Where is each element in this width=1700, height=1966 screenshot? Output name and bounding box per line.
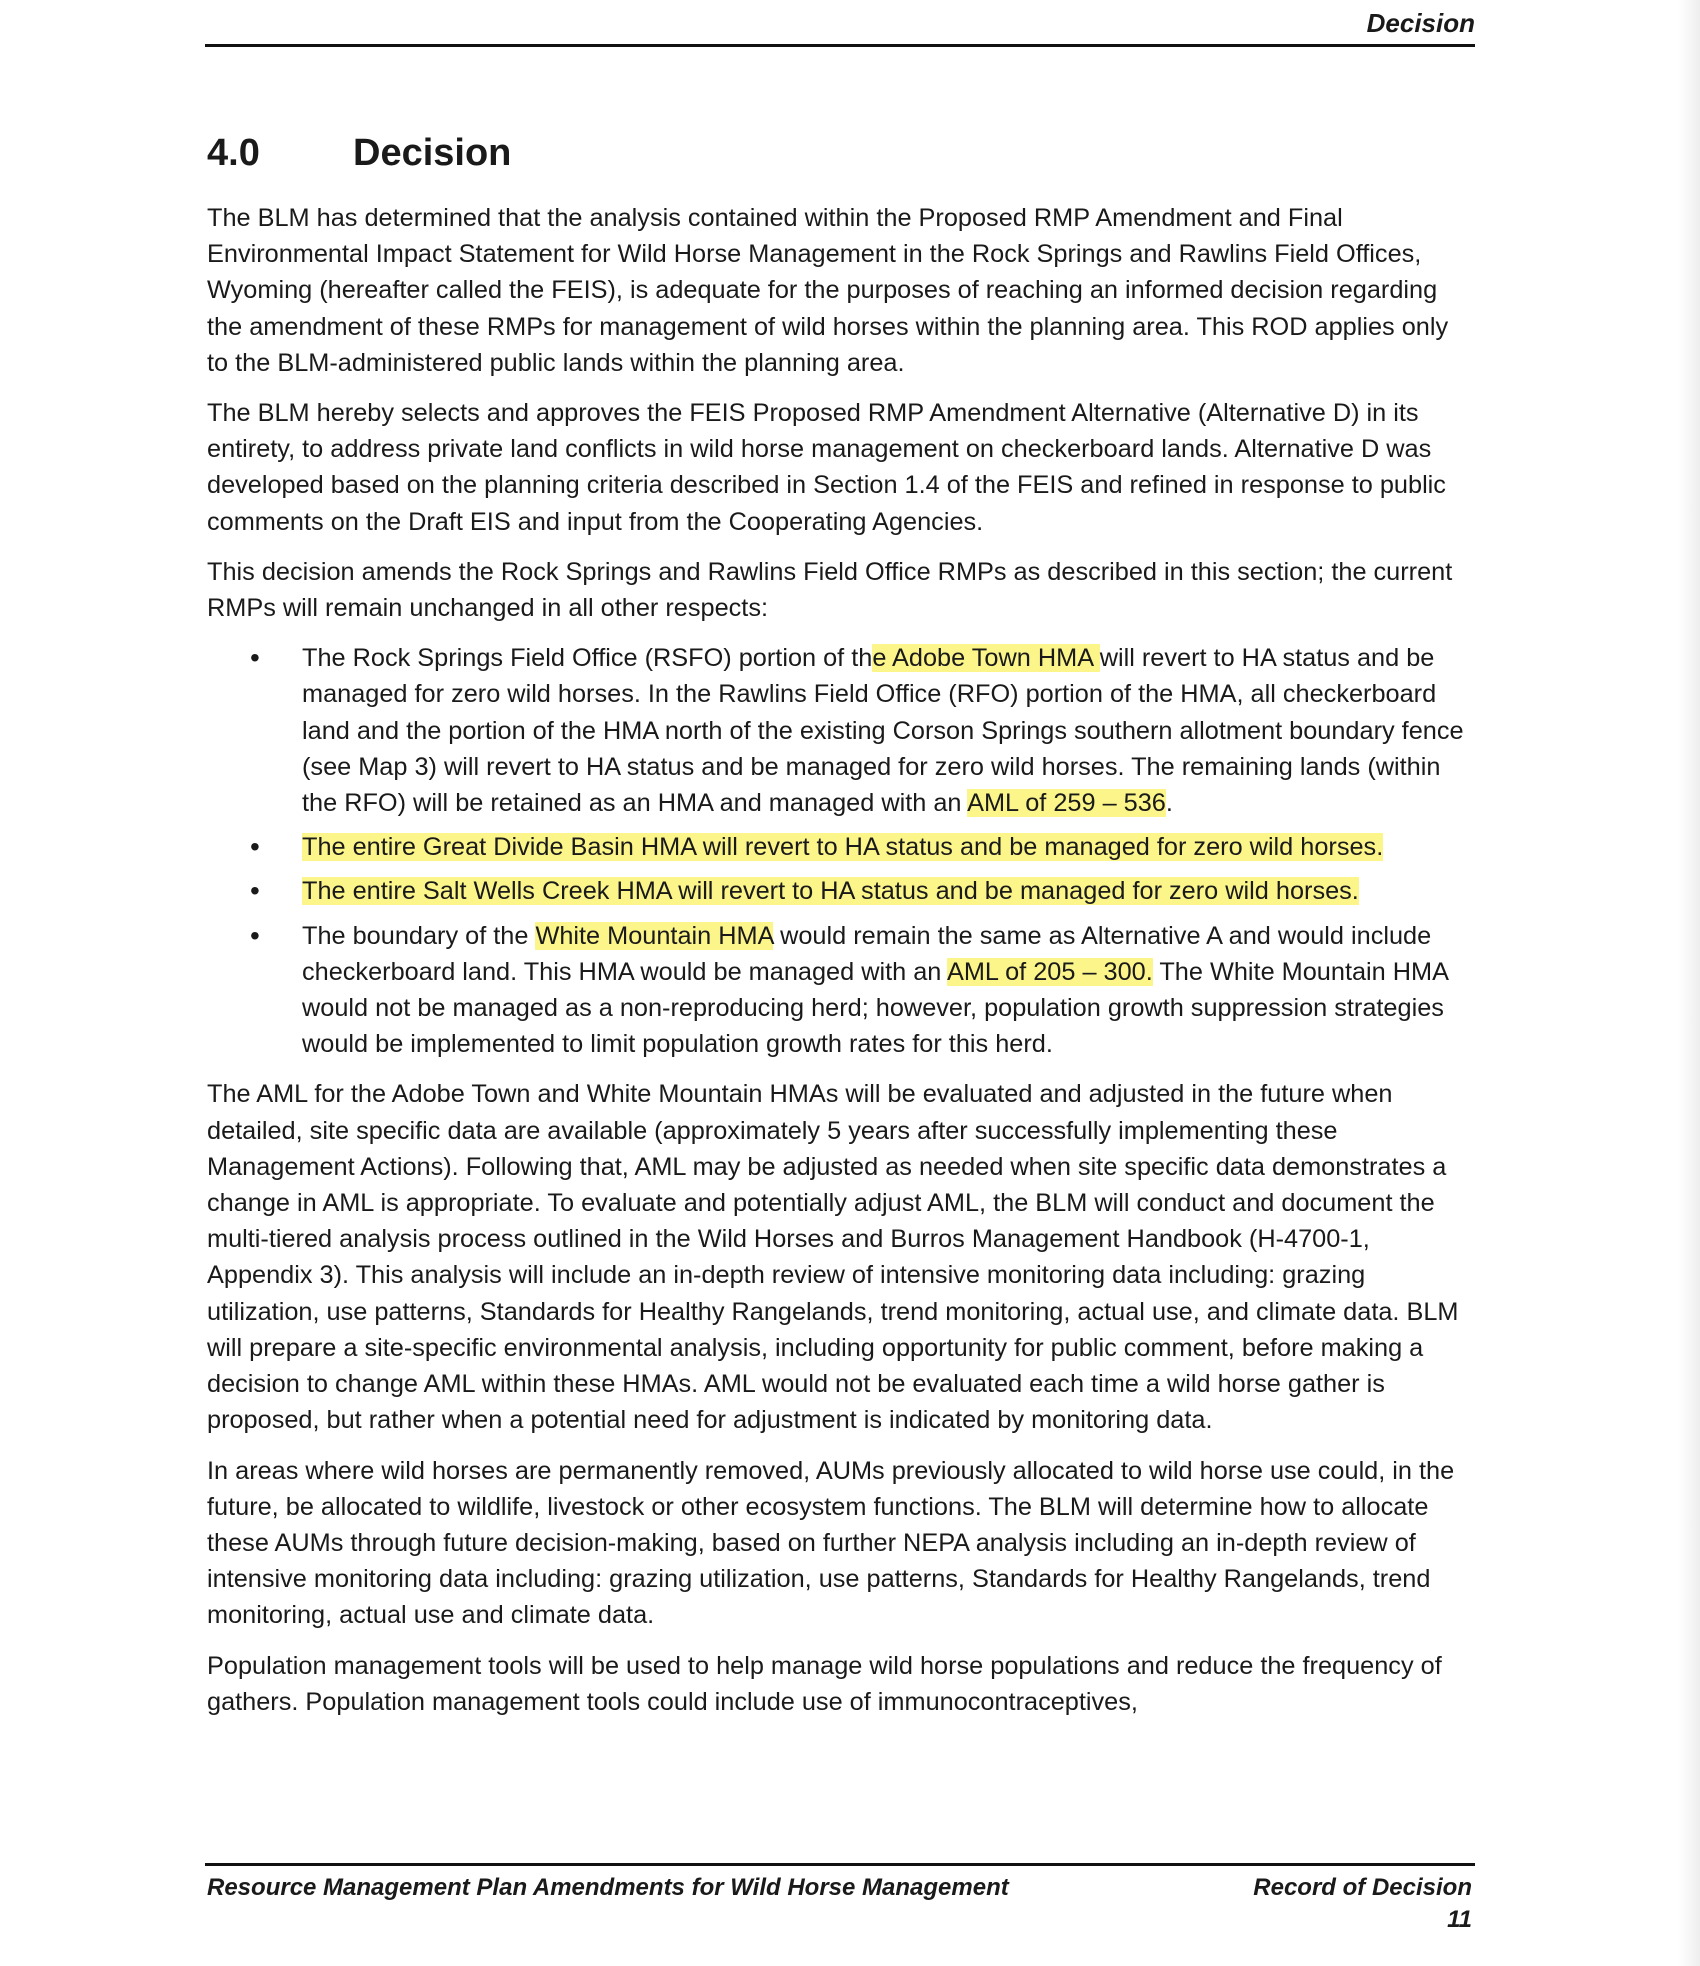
highlighted-text: AML of 259 – 536 — [967, 789, 1166, 818]
highlighted-text: The entire Great Divide Basin HMA will revert to HA status and be managed for zero wild horses. — [302, 833, 1384, 862]
bullet-item-great-divide-basin — [302, 829, 1472, 865]
highlighted-text: e Adobe Town HMA — [872, 644, 1100, 673]
bullet-item-white-mountain: • The boundary of the White Mountain HMA would remain the same as Alternative A and would include checkerboard land. This HMA would be managed with an AML of 205 – 300. The White Mountain HMA would not be managed as a non-reproducing herd; however, population growth suppression strategies would be implemented to limit population growth rates for this herd. — [302, 918, 1472, 1063]
section-heading — [207, 132, 511, 175]
body-text — [207, 200, 1472, 1734]
section-title: Decision — [353, 132, 512, 174]
paragraph: This decision amends the Rock Springs and Rawlins Field Office RMPs as described in this section; the current RMPs will remain unchanged in all other respects: — [207, 557, 1453, 623]
running-header: Decision — [1366, 8, 1475, 38]
highlighted-text: White Mountain HMA — [535, 921, 774, 950]
paragraph: The BLM has determined that the analysis contained within the Proposed RMP Amendment and Final Environmental Impact Statement for Wild Horse Management in the Rock Springs and Rawlins Field Offices, Wyoming (hereafter called the FEIS), is adequate for the purposes of reaching an informed decision regarding the amendment of these RMPs for management of wild horses within the planning area. This ROD applies only to the BLM-administered public lands within the planning area. — [207, 204, 1449, 377]
page-number: 11 — [1447, 1906, 1472, 1933]
highlighted-text: The entire Salt Wells Creek HMA will revert to HA status and be managed for zero wild horses. — [302, 877, 1359, 906]
footer-document-title: Resource Management Plan Amendments for Wild Horse Management — [207, 1874, 1009, 1901]
paragraph: The AML for the Adobe Town and White Mountain HMAs will be evaluated and adjusted in the future when detailed, site specific data are available (approximately 5 years after successfully implementing these Management Actions). Following that, AML may be adjusted as needed when site specific data demonstrates a change in AML is appropriate. To evaluate and potentially adjust AML, the BLM will conduct and document the multi-tiered analysis process outlined in the Wild Horses and Burros Management Handbook (H-4700-1, Appendix 3). This analysis will include an in-depth review of intensive monitoring data including: grazing utilization, use patterns, Standards for Healthy Rangelands, trend monitoring, actual use, and climate data. BLM will prepare a site-specific environmental analysis, including opportunity for public comment, before making a decision to change AML within these HMAs. AML would not be evaluated each time a wild horse gather is proposed, but rather when a potential need for adjustment is indicated by monitoring data. — [207, 1080, 1459, 1435]
paragraph: In areas where wild horses are permanently removed, AUMs previously allocated to wild horse use could, in the future, be allocated to wildlife, livestock or other ecosystem functions. The BLM will determine how to allocate these AUMs through future decision-making, based on further NEPA analysis including an in-depth review of intensive monitoring data including: grazing utilization, use patterns, Standards for Healthy Rangelands, trend monitoring, actual use and climate data. — [207, 1456, 1455, 1630]
header-rule — [205, 44, 1475, 47]
bullet-item-salt-wells-creek — [302, 873, 1472, 909]
section-number: 4.0 — [207, 132, 260, 174]
highlighted-text: AML of 205 – 300. — [946, 957, 1153, 986]
paragraph: Population management tools will be used to help manage wild horse populations and reduce the frequency of gathers. Population management tools could include use of immunocontraceptives, — [207, 1651, 1442, 1716]
scan-edge-shadow — [1678, 0, 1700, 1966]
paragraph: The BLM hereby selects and approves the FEIS Proposed RMP Amendment Alternative (Alternative D) in its entirety, to address private land conflicts in wild horse management on checkerboard lands. Alternative D was developed based on the planning criteria described in Section 1.4 of the FEIS and refined in response to public comments on the Draft EIS and input from the Cooperating Agencies. — [207, 399, 1446, 536]
footer-document-type: Record of Decision — [1253, 1874, 1472, 1901]
decision-bullet-list — [207, 640, 1472, 1062]
bullet-item-adobe-town: • The Rock Springs Field Office (RSFO) portion of the Adobe Town HMA will revert to HA status and be managed for zero wild horses. In the Rawlins Field Office (RFO) portion of the HMA, all checkerboard land and the portion of the HMA north of the existing Corson Springs southern allotment boundary fence (see Map 3) will revert to HA status and be managed for zero wild horses. The remaining lands (within the RFO) will be retained as an HMA and managed with an AML of 259 – 536. — [302, 640, 1472, 821]
footer-rule — [205, 1863, 1475, 1866]
